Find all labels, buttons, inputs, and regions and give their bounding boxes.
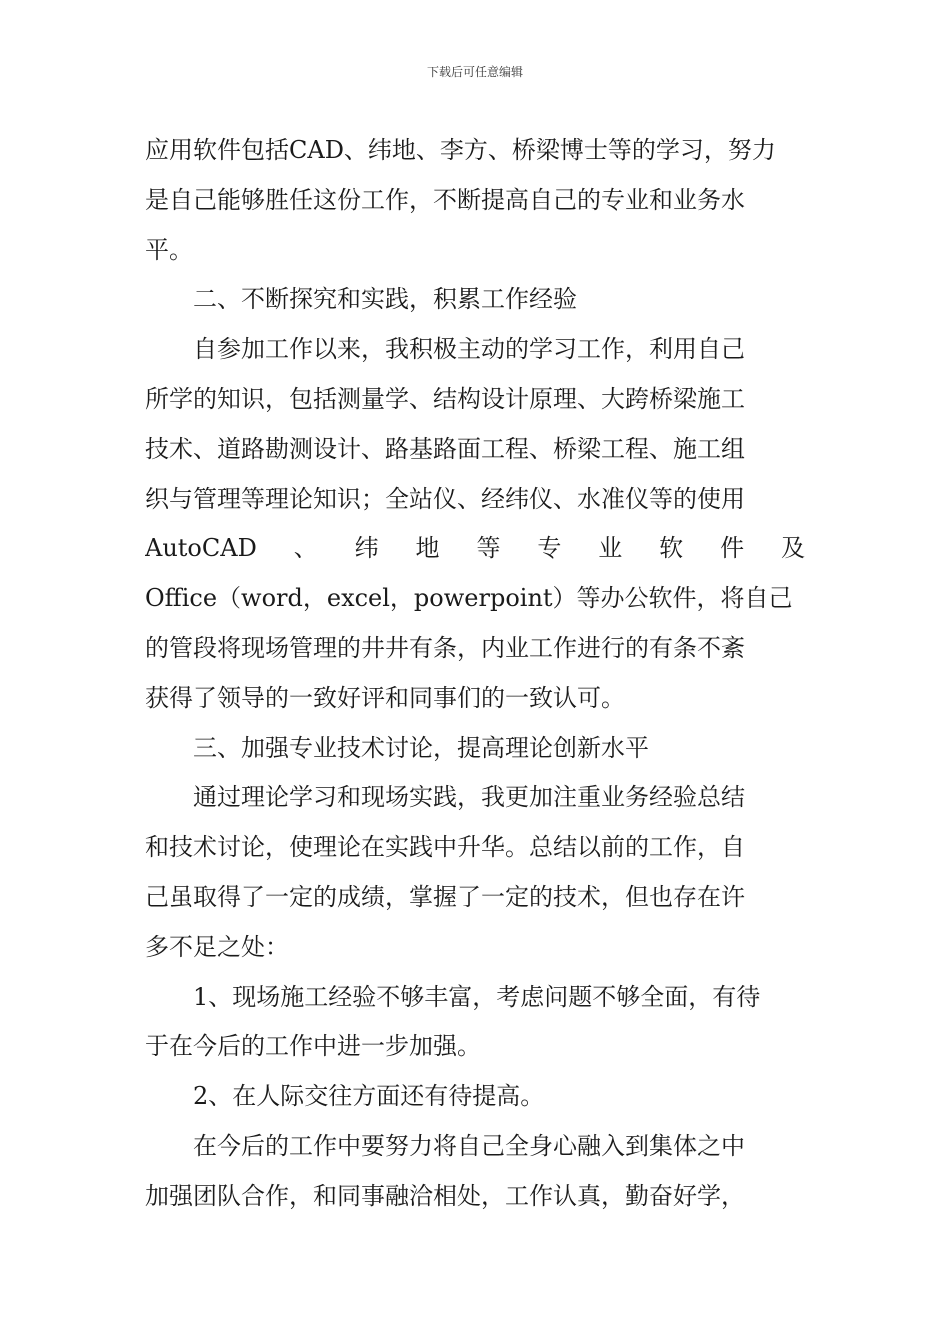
- paragraph-line: 是自己能够胜任这份工作，不断提高自己的专业和业务水: [145, 185, 745, 214]
- paragraph-line: 所学的知识，包括测量学、结构设计原理、大跨桥梁施工: [145, 384, 745, 413]
- paragraph-line: 平。: [145, 235, 193, 264]
- spread-token: 地: [415, 534, 440, 563]
- paragraph-line: 技术、道路勘测设计、路基路面工程、桥梁工程、施工组: [145, 434, 745, 463]
- list-item-1: 1、现场施工经验不够丰富，考虑问题不够全面，有待: [193, 982, 761, 1011]
- spread-token: 件: [720, 534, 745, 563]
- section-heading-3: 三、加强专业技术讨论，提高理论创新水平: [193, 733, 649, 762]
- section-heading-2: 二、不断探究和实践，积累工作经验: [193, 285, 577, 314]
- spread-token: 软: [659, 534, 684, 563]
- paragraph-line: 应用软件包括CAD、纬地、李方、桥梁博士等的学习，努力: [145, 136, 776, 164]
- paragraph-line: 在今后的工作中要努力将自己全身心融入到集体之中: [193, 1131, 745, 1160]
- paragraph-line: 获得了领导的一致好评和同事们的一致认可。: [145, 683, 625, 712]
- list-item-2: 2、在人际交往方面还有待提高。: [193, 1082, 545, 1111]
- document-body: [145, 126, 805, 1222]
- page-header: 下载后可任意编辑: [426, 65, 523, 79]
- spread-line: [145, 524, 805, 574]
- paragraph-line: 于在今后的工作中进一步加强。: [145, 1032, 481, 1061]
- spread-token: 等: [476, 534, 501, 563]
- paragraph-line: 通过理论学习和现场实践，我更加注重业务经验总结: [193, 783, 745, 812]
- paragraph-line: 和技术讨论，使理论在实践中升华。总结以前的工作，自: [145, 833, 745, 862]
- paragraph-line: 织与管理等理论知识；全站仪、经纬仪、水准仪等的使用: [145, 484, 745, 513]
- spread-token: 及: [780, 534, 805, 563]
- paragraph-line: 多不足之处：: [145, 932, 289, 961]
- paragraph-line: 己虽取得了一定的成绩，掌握了一定的技术，但也存在许: [145, 882, 745, 911]
- spread-token: 业: [598, 534, 623, 563]
- spread-token: 纬: [354, 534, 379, 563]
- spread-token: AutoCAD: [145, 534, 257, 563]
- paragraph-line: Office（word，excel，powerpoint）等办公软件，将自己: [145, 584, 793, 613]
- spread-token: 、: [293, 534, 318, 563]
- spread-token: 专: [537, 534, 562, 563]
- paragraph-line: 自参加工作以来，我积极主动的学习工作，利用自己: [193, 335, 745, 364]
- paragraph-line: 加强团队合作，和同事融洽相处，工作认真，勤奋好学，: [145, 1181, 745, 1210]
- paragraph-line: 的管段将现场管理的井井有条，内业工作进行的有条不紊: [145, 633, 745, 662]
